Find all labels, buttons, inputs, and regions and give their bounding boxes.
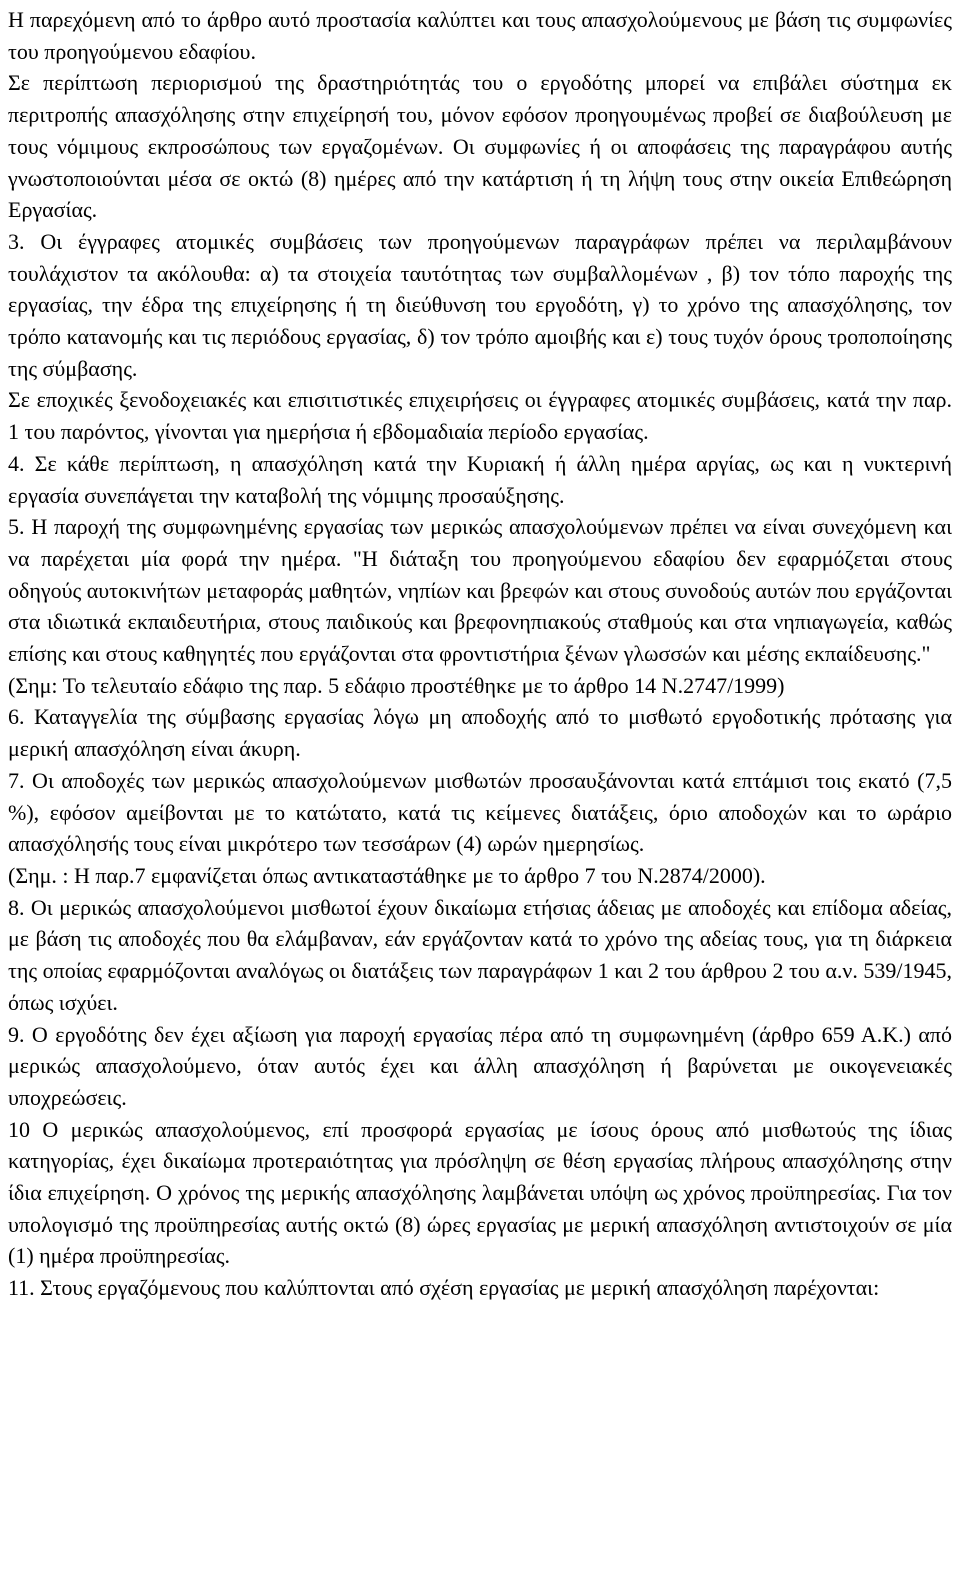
paragraph-seasonal-businesses: Σε εποχικές ξενοδοχειακές και επισιτιστικές επιχειρήσεις οι έγγραφες ατομικές συμβάσεις, κατά την παρ. 1 του παρόντος, γίνονται για ημερήσια ή εβδομαδιαία περίοδο εργασίας. (8, 387, 952, 445)
note-paragraph-5: (Σημ: Το τελευταίο εδάφιο της παρ. 5 εδάφιο προστέθηκε με το άρθρο 14 Ν.2747/1999) (8, 672, 785, 698)
paragraph-8-annual-leave: 8. Οι μερικώς απασχολούμενοι μισθωτοί έχουν δικαίωμα ετήσιας άδειας με αποδοχές και επίδομα αδείας, με βάση τις αποδοχές που θα ελάμβαναν, εάν εργάζονταν κατά το χρόνο της αδείας τους, για τη διάρκεια της οποίας εφαρμόζονται αναλόγως οι διατάξεις των παραγράφων 1 και 2 του άρθρου 2 του α.ν. 539/1945, όπως ισχύει. (8, 894, 952, 1015)
paragraph-7-pay-increase: 7. Οι αποδοχές των μερικώς απασχολούμενων μισθωτών προσαυξάνονται κατά επτάμισι τοις εκατό (7,5 %), εφόσον αμείβονται με το κατώτατο, κατά τις κείμενες διατάξεις, όριο αποδοχών και το ωράριο απασχόλησής τους είναι μικρότερο των τεσσάρων (4) ωρών ημερησίως. (8, 767, 952, 857)
paragraph-11-benefits: 11. Στους εργαζόμενους που καλύπτονται από σχέση εργασίας με μερική απασχόληση παρέχονται: (8, 1275, 880, 1301)
paragraph-10-priority-hiring: 10 Ο μερικώς απασχολούμενος, επί προσφορά εργασίας με ίσους όρους από μισθωτούς της ίδιας κατηγορίας, έχει δικαίωμα προτεραιότητας για πρόσληψη σε θέση εργασίας πλήρους απασχόλησης στην ίδια επιχείρηση. Ο χρόνος της μερικής απασχόλησης λαμβάνεται υπόψη ως χρόνος προϋπηρεσίας. Για τον υπολογισμό της προϋπηρεσίας αυτής οκτώ (8) ώρες εργασίας με μερική απασχόληση αντιστοιχούν σε μία (1) ημέρα προϋπηρεσίας. (8, 1116, 952, 1269)
paragraph-5-continuous-work: 5. Η παροχή της συμφωνημένης εργασίας των μερικώς απασχολούμενων πρέπει να είναι συνεχόμενη και να παρέχεται μία φορά την ημέρα. "Η διάταξη του προηγούμενου εδαφίου δεν εφαρμόζεται στους οδηγούς αυτοκινήτων μεταφοράς μαθητών, νηπίων και βρεφών και στους συνοδούς αυτών που εργάζονται στα ιδιωτικά εκπαιδευτήρια, στους παιδικούς και βρεφονηπιακούς σταθμούς και στα νηπιαγωγεία, καθώς επίσης και στους καθηγητές που εργάζονται στα φροντιστήρια ξένων γλωσσών και μέσης εκπαίδευσης." (8, 514, 952, 667)
paragraph-protection-scope: Η παρεχόμενη από το άρθρο αυτό προστασία καλύπτει και τους απασχολούμενους με βάση τις συμφωνίες του προηγούμενου εδαφίου. (8, 7, 952, 64)
paragraph-9-extra-work: 9. Ο εργοδότης δεν έχει αξίωση για παροχή εργασίας πέρα από τη συμφωνημένη (άρθρο 659 Α.Κ.) από μερικώς απασχολούμενο, όταν αυτός έχει και άλλη απασχόληση ή βαρύνεται με οικογενειακές υποχρεώσεις. (8, 1021, 952, 1110)
paragraph-4-sunday-night-work: 4. Σε κάθε περίπτωση, η απασχόληση κατά την Κυριακή ή άλλη ημέρα αργίας, ως και η νυκτερινή εργασία συνεπάγεται την καταβολή της νόμιμης προσαύξησης. (8, 450, 952, 508)
paragraph-3-contract-contents: 3. Οι έγγραφες ατομικές συμβάσεις των προηγούμενων παραγράφων πρέπει να περιλαμβάνουν τουλάχιστον τα ακόλουθα: α) τα στοιχεία ταυτότητας των συμβαλλομένων , β) τον τόπο παροχής της εργασίας, την έδρα της επιχείρησης ή τη διεύθυνση του εργοδότη, γ) το χρόνο της απασχόλησης, τον τρόπο κατανομής και τις περιόδους εργασίας, δ) τον τρόπο αμοιβής και ε) τους τυχόν όρους τροποποίησης της σύμβασης. (8, 228, 952, 381)
note-paragraph-7: (Σημ. : Η παρ.7 εμφανίζεται όπως αντικαταστάθηκε με το άρθρο 7 του Ν.2874/2000). (8, 862, 766, 888)
paragraph-6-termination: 6. Καταγγελία της σύμβασης εργασίας λόγω μη αποδοχής από το μισθωτό εργοδοτικής πρότασης για μερική απασχόληση είναι άκυρη. (8, 704, 952, 762)
paragraph-rotation-system: Σε περίπτωση περιορισμού της δραστηριότητάς του ο εργοδότης μπορεί να επιβάλει σύστημα εκ περιτροπής απασχόλησης στην επιχείρησή του, μόνον εφόσον προηγουμένως προβεί σε διαβούλευση με τους νόμιμους εκπροσώπους των εργαζομένων. Οι συμφωνίες ή οι αποφάσεις της παραγράφου αυτής γνωστοποιούνται μέσα σε οκτώ (8) ημέρες από την κατάρτιση ή τη λήψη τους στην οικεία Επιθεώρηση Εργασίας. (8, 70, 952, 223)
